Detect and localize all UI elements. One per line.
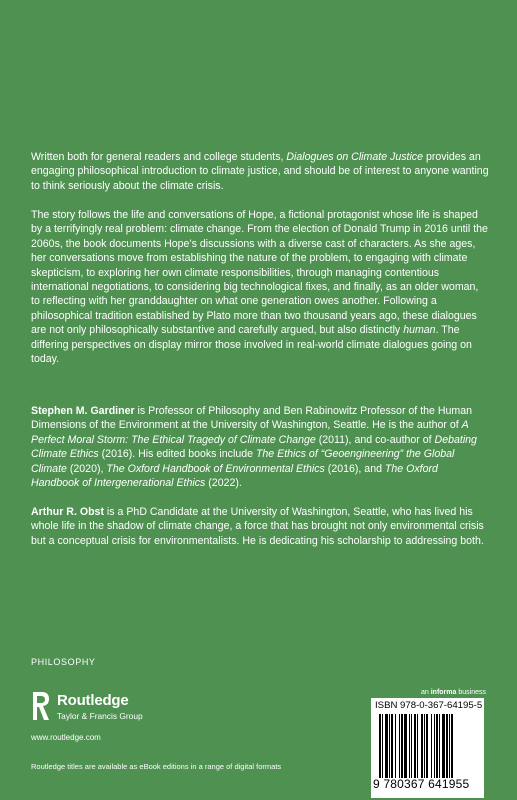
barcode-bar bbox=[382, 714, 383, 778]
barcode-bar bbox=[421, 714, 423, 778]
bio-text: (2022). bbox=[205, 477, 242, 490]
bio-text: (2016). His edited books include bbox=[98, 448, 256, 461]
barcode-bar bbox=[404, 714, 407, 778]
book-title: Dialogues on Climate Justice bbox=[286, 151, 423, 163]
barcode-bar bbox=[442, 714, 445, 778]
barcode-bar bbox=[389, 714, 390, 778]
story-paragraph bbox=[31, 208, 489, 366]
barcode-bar bbox=[379, 714, 381, 778]
barcode-bar bbox=[391, 714, 393, 778]
informa-brand: informa bbox=[430, 689, 457, 696]
story-text: The story follows the life and conversations of Hope, a fictional protagonist whose life is shaped by a terrifyingly real problem: climate change. From the election of Donald Trump in 2016 until the 2060s, the book documents Hope’s discussions with a diverse cast of characters. As she ages, her conversations move from establishing the nature of the problem, to engaging with climate skepticism, to exploring her own climate responsibilities, through managing contentious international negotiations, to considering big technological fixes, and finally, as an older woman, to reflecting with her granddaughter on what one generation owes another. Following a philosophical tradition established by Plato more than two thousand years ago, these dialogues are not only philosophically substantive and carefully argued, but also distinctly bbox=[31, 209, 488, 337]
author-bio-obst bbox=[31, 505, 489, 548]
author-name: Stephen M. Gardiner bbox=[31, 405, 135, 417]
barcode-bar bbox=[395, 714, 396, 778]
isbn-barcode bbox=[371, 698, 484, 798]
barcode-bar bbox=[401, 714, 403, 778]
book-title: A Perfect Moral Storm: The Ethical Tragedy of Climate Change bbox=[31, 419, 469, 446]
barcode-bar bbox=[424, 714, 425, 778]
bio-text: (2016), and bbox=[324, 462, 385, 475]
intro-paragraph bbox=[31, 150, 489, 193]
isbn-number: ISBN 978-0-367-64195-5 bbox=[375, 700, 483, 711]
bio-text: is Professor of Philosophy and Ben Rabinowitz Professor of the Human Dimensions of the Environment at the University of Washington, Seattle. He is the author of bbox=[31, 405, 473, 432]
publisher-name: Routledge bbox=[57, 692, 129, 709]
story-text-end: . The differing perspectives on display mirror those involved in real-world climate dialogues going on today. bbox=[31, 324, 472, 366]
informa-text: business bbox=[456, 689, 486, 696]
book-title: The Oxford Handbook of Intergenerational Ethics bbox=[31, 462, 438, 490]
barcode-bar bbox=[449, 714, 450, 778]
bio-text: is a PhD Candidate at the University of Washington, Seattle, who has lived his whole life in the shadow of climate change, a force that has brought not only environmental crisis but a conceptual crisis for environmentalists. He is dedicating his scholarship to addressing both. bbox=[31, 506, 484, 547]
routledge-r-icon bbox=[31, 690, 51, 722]
barcode-bar bbox=[414, 714, 416, 778]
book-title: The Ethics of “Geoengineering” the Global Climate bbox=[31, 448, 455, 475]
barcode-bar bbox=[434, 714, 435, 778]
barcode-bar bbox=[411, 714, 412, 778]
barcode-bar bbox=[417, 714, 418, 778]
barcode-bars bbox=[379, 714, 479, 778]
book-title: Debating Climate Ethics bbox=[31, 433, 477, 461]
publisher-group: Taylor & Francis Group bbox=[57, 711, 143, 721]
book-title: The Oxford Handbook of Environmental Ethics bbox=[106, 462, 325, 475]
intro-text: Written both for general readers and college students, bbox=[31, 151, 287, 163]
barcode-digits: 9 780367 641955 bbox=[373, 777, 470, 791]
author-name: Arthur R. Obst bbox=[31, 506, 104, 518]
informa-text: an bbox=[421, 689, 431, 696]
bio-text: (2020), bbox=[66, 462, 107, 475]
barcode-bar bbox=[436, 714, 438, 778]
barcode-bar bbox=[409, 714, 410, 778]
barcode-bar bbox=[431, 714, 432, 778]
publisher-website[interactable]: www.routledge.com bbox=[31, 733, 101, 742]
bio-text: (2011), and co-author of bbox=[315, 433, 435, 446]
intro-text-end: provides an engaging philosophical introduction to climate justice, and should be of interest to anyone wanting to think seriously about the climate crisis. bbox=[31, 151, 489, 192]
author-bio-gardiner bbox=[31, 404, 489, 490]
story-emphasis: human bbox=[403, 324, 436, 337]
barcode-bar bbox=[439, 714, 440, 778]
informa-tagline bbox=[421, 689, 486, 696]
subject-category: PHILOSOPHY bbox=[31, 657, 96, 667]
publisher-logo bbox=[31, 690, 151, 722]
barcode-bar bbox=[385, 714, 388, 778]
barcode-bar bbox=[451, 714, 453, 778]
ebook-note: Routledge titles are available as eBook editions in a range of digital formats bbox=[31, 762, 282, 771]
barcode-bar bbox=[426, 714, 428, 778]
barcode-bar bbox=[399, 714, 400, 778]
barcode-bar bbox=[446, 714, 448, 778]
